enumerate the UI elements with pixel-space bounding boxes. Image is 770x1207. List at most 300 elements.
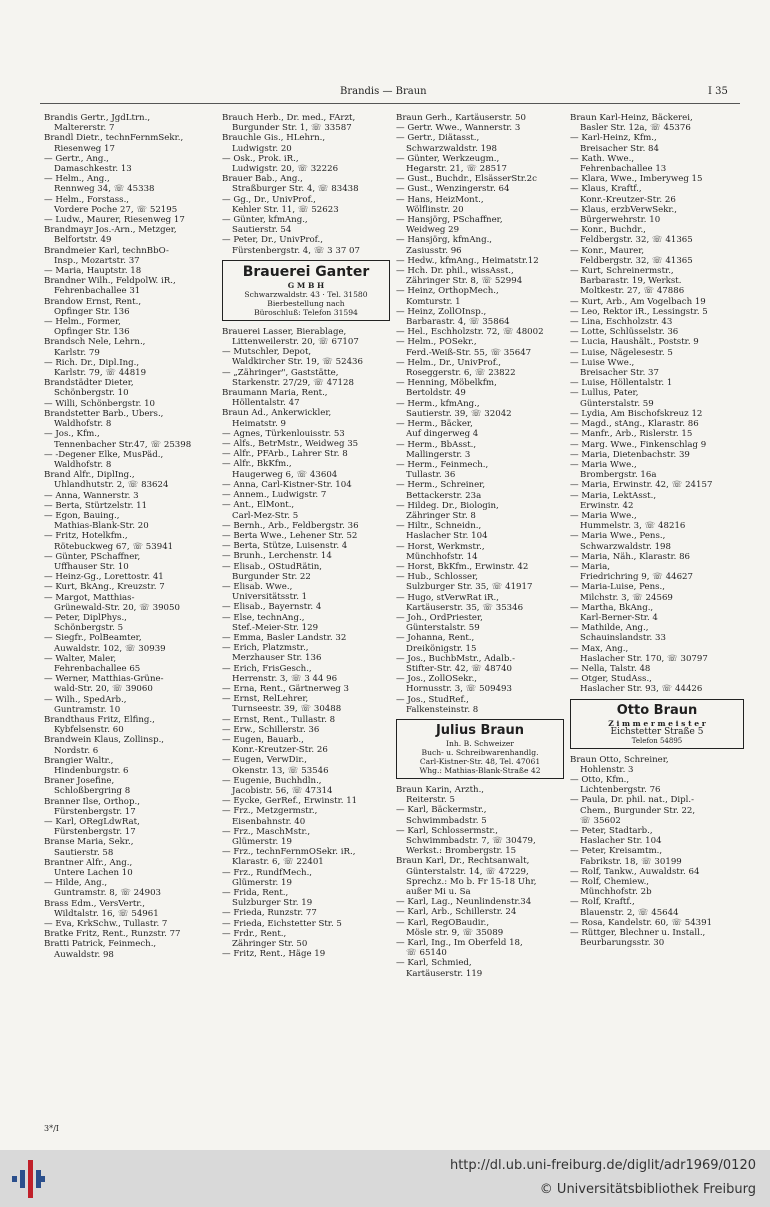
directory-entry-line: Merzhauser Str. 136: [232, 653, 322, 664]
ad-ganter-line2: Büroschluß: Telefon 31594: [254, 307, 358, 317]
directory-entry-line: Mösle str. 9, ☏ 35089: [406, 927, 504, 938]
directory-entry-line: Starkenstr. 27/29, ☏ 47128: [232, 377, 354, 388]
directory-entry-line: Klarastr. 6, ☏ 22401: [232, 857, 324, 868]
directory-entry-line: — Brunh., Lerchenstr. 14: [222, 551, 332, 562]
directory-entry-line: Konr.-Kreutzer-Str. 26: [232, 745, 328, 756]
directory-entry-line: Waldhofstr. 8: [54, 459, 112, 470]
directory-entry-line: — Hel., Eschholzstr. 72, ☏ 48002: [396, 327, 544, 338]
directory-entry-line: Maltererstr. 7: [54, 123, 115, 134]
ad-julius-line3: Carl-Kistner-Str. 48, Tel. 47061: [419, 756, 541, 766]
directory-entry-line: Fabrikstr. 18, ☏ 30199: [580, 856, 682, 867]
directory-entry-line: — Eva, KrkSchw., Tullastr. 7: [44, 919, 168, 930]
directory-entry-line: — Lucia, Haushält., Poststr. 9: [570, 337, 699, 348]
directory-entry-line: — Else, technAng.,: [222, 612, 305, 623]
directory-entry-line: Brauer Bab., Ang.,: [222, 174, 303, 185]
page-number: I 35: [708, 86, 728, 97]
directory-entry-line: — Max, Ang.,: [570, 643, 629, 654]
directory-entry-line: Moltkestr. 27, ☏ 47886: [580, 286, 685, 297]
university-logo-icon: [10, 1158, 46, 1200]
directory-entry-line: Barbarastr. 4, ☏ 35864: [406, 317, 510, 328]
directory-entry-line: Bratke Fritz, Rent., Runzstr. 77: [44, 929, 181, 940]
directory-entry-line: Schönbergstr. 5: [54, 623, 124, 634]
directory-entry-line: — Gertr., Ang.,: [44, 153, 109, 164]
directory-entry-line: Insp., Mozartstr. 37: [54, 255, 140, 266]
directory-entry-line: — Lullus, Pater,: [570, 388, 639, 399]
directory-entry-line: — Helm., Former,: [44, 317, 121, 328]
directory-entry-line: Braun Gerh., Kartäuserstr. 50: [396, 113, 526, 123]
print-signature: 3*/I: [44, 1124, 59, 1133]
column-3: [396, 113, 566, 979]
directory-entry-line: — Kurt, Schreinermstr.,: [570, 266, 674, 277]
directory-entry-line: Barbarastr. 19, Werkst.: [580, 276, 682, 287]
directory-entry-line: — Frz., Metzgermstr.,: [222, 806, 318, 817]
ad-otto-line3: Telefon 54895: [631, 736, 683, 745]
directory-entry-line: Hegarstr. 21, ☏ 28517: [406, 164, 508, 175]
directory-entry-line: Münchhofstr. 14: [406, 551, 478, 562]
directory-entry-line: Schwarzwaldstr. 198: [406, 143, 497, 154]
directory-entry-line: Wölflinstr. 20: [406, 204, 464, 215]
directory-entry-line: Waldkircher Str. 19, ☏ 52436: [232, 357, 363, 368]
directory-entry-line: — Maria, Erwinstr. 42, ☏ 24157: [570, 480, 713, 491]
directory-entry-line: — Günter, Werkzeugm.,: [396, 153, 500, 164]
directory-entry-line: Uffhauser Str. 10: [54, 561, 129, 572]
directory-entry-line: — Kurt, BkAng., Kreuzstr. 7: [44, 582, 165, 593]
directory-entry-line: — Fritz, Rent., Häge 19: [222, 949, 326, 960]
directory-entry-line: — Maria,: [570, 561, 610, 572]
directory-entry-line: Straßburger Str. 4, ☏ 83438: [232, 184, 359, 195]
directory-entry-line: außer Mi u. Sa: [406, 887, 471, 898]
directory-entry-line: Untere Lachen 10: [54, 868, 133, 879]
directory-entry-line: Braun Karin, Arzth.,: [396, 784, 485, 795]
directory-entry-line: — Alfr., PFArb., Lahrer Str. 8: [222, 449, 348, 460]
directory-entry-line: Stifter-Str. 42, ☏ 48740: [406, 663, 513, 674]
directory-entry-line: Brandmayr Jos.-Arn., Metzger,: [44, 225, 177, 236]
directory-entry-line: Bertoldstr. 49: [406, 388, 466, 399]
directory-entry-line: — Kurt, Arb., Am Vogelbach 19: [570, 296, 706, 307]
directory-entry-line: Jacobistr. 56, ☏ 47314: [232, 785, 333, 796]
ad-brauerei-ganter: [222, 260, 390, 321]
directory-entry-line: — Heinz, OrthopMech.,: [396, 286, 499, 297]
directory-entry-line: — Peter, Dr., UnivProf.,: [222, 235, 324, 246]
directory-entry-line: Falkensteinstr. 8: [406, 704, 479, 715]
copyright: © Universitätsbibliothek Freiburg: [539, 1182, 756, 1197]
directory-entry-line: — Manfr., Arb., Rislerstr. 15: [570, 429, 693, 440]
directory-entry-line: — Anna, Carl-Kistner-Str. 104: [222, 479, 352, 490]
directory-entry-line: Zasiusstr. 96: [406, 245, 462, 256]
directory-entry-line: — Alfr., BkKfm.,: [222, 459, 292, 470]
directory-entry-line: — Paula, Dr. phil. nat., Dipl.-: [570, 795, 695, 806]
directory-entry-line: — Herm., BbAsst.,: [396, 439, 477, 450]
directory-entry-line: Lichtenbergstr. 76: [580, 785, 661, 796]
directory-entry-line: Fürstenbergstr. 17: [54, 827, 136, 838]
directory-entry-line: — Günter, PSchaffner,: [44, 551, 141, 562]
ad-ganter-line1: Bierbestellung nach: [267, 298, 345, 308]
library-footer-bar: [0, 1150, 770, 1207]
directory-entry-line: — Agnes, Türkenlouisstr. 53: [222, 428, 345, 439]
directory-entry-line: — Frz., RundfMech.,: [222, 867, 313, 878]
ad-julius-line1: Inh. B. Schweizer: [446, 738, 514, 748]
directory-entry-line: Brandmeier Karl, technBbO-: [44, 245, 169, 256]
ad-ganter-name: Brauerei Ganter: [242, 263, 370, 280]
directory-entry-line: Karlstr. 79: [54, 347, 100, 358]
ad-julius-braun: [396, 719, 564, 779]
directory-entry-line: Mathias-Blank-Str. 20: [54, 521, 149, 532]
directory-entry-line: — Ernst, RelLehrer,: [222, 694, 309, 705]
directory-entry-line: Eisenbahnstr. 40: [232, 816, 306, 827]
directory-entry-line: Brandstädter Dieter,: [44, 378, 134, 389]
directory-entry-line: Carl-Mez-Str. 5: [232, 510, 299, 521]
directory-entry-line: — Marg. Wwe., Finkenschlag 9: [570, 439, 707, 450]
source-url[interactable]: http://dl.ub.uni-freiburg.de/diglit/adr1969/0120: [449, 1158, 756, 1173]
directory-entry-line: — Mathilde, Ang.,: [570, 623, 649, 634]
directory-entry-line: — Wilh., SpedArb.,: [44, 694, 127, 705]
directory-entry-line: — Siegfr., PolBeamter,: [44, 633, 142, 644]
directory-entry-line: Fehrenbachallee 31: [54, 286, 141, 297]
directory-entry-line: Bürgerwehrstr. 10: [580, 215, 661, 226]
directory-entry-line: — Willi, Schönbergstr. 10: [44, 398, 156, 409]
directory-entry-line: — Ludw., Maurer, Riesenweg 17: [44, 215, 185, 226]
directory-entry-line: — Karl, Lag., Neunlindenstr.34: [396, 897, 532, 908]
directory-entry-line: Brandwein Klaus, Zollinsp.,: [44, 735, 165, 746]
directory-entry-line: — Gust., Wenzingerstr. 64: [396, 184, 510, 195]
directory-entry-line: — Jos., BuchbMstr., Adalb.-: [396, 653, 515, 664]
directory-entry-line: Okenstr. 13, ☏ 53546: [232, 765, 329, 776]
directory-entry-line: Milchstr. 3, ☏ 24569: [580, 592, 673, 603]
directory-entry-line: Brass Edm., VersVertr.,: [44, 898, 145, 909]
directory-entry-line: — Heinz, ZollOInsp.,: [396, 306, 487, 317]
directory-entry-line: Auf dingerweg 4: [406, 429, 479, 440]
directory-entry-line: Zähringer Str. 50: [232, 939, 308, 950]
directory-entry-line: — Hans, HeizMont.,: [396, 194, 484, 205]
directory-entry-line: — Hub., Schlosser,: [396, 572, 479, 583]
directory-entry-line: — Hiltr., Schneidn.,: [396, 521, 482, 532]
directory-entry-line: Karlstr. 79, ☏ 44819: [54, 368, 147, 379]
directory-entry-line: — Erich, Platzmstr.,: [222, 643, 309, 654]
directory-entry-line: — Emma, Basler Landstr. 32: [222, 632, 347, 643]
directory-entry-line: Zähringer Str. 8, ☏ 52994: [406, 276, 523, 287]
directory-entry-line: Guntramstr. 8, ☏ 24903: [54, 888, 162, 899]
directory-entry-line: — Joh., OrdPriester,: [396, 612, 483, 623]
directory-entry-line: Braun Ad., Ankerwickler,: [222, 408, 332, 419]
directory-entry-line: — Herm., Schreiner,: [396, 480, 486, 491]
directory-entry-line: Brauchle Gis., HLehrn.,: [222, 133, 326, 144]
directory-entry-line: Dreikönigstr. 15: [406, 643, 477, 654]
directory-entry-line: Tullastr. 36: [406, 470, 456, 481]
directory-entry-line: — Margot, Matthias-: [44, 592, 135, 603]
directory-entry-line: — Maria, Dietenbachstr. 39: [570, 449, 690, 460]
directory-entry-line: — Otto, Kfm.,: [570, 774, 630, 785]
directory-entry-line: — Eugenie, Buchhdln.,: [222, 775, 322, 786]
directory-entry-line: Günterstalstr. 59: [406, 623, 480, 634]
directory-entry-line: Konr.-Kreutzer-Str. 26: [580, 194, 676, 205]
directory-entry-line: Riesenweg 17: [54, 143, 115, 154]
directory-entry-line: — Lotte, Schlüsselstr. 36: [570, 327, 679, 338]
directory-entry-line: — Elisab., Bayernstr. 4: [222, 602, 322, 613]
directory-entry-line: — Frida, Rent.,: [222, 888, 289, 899]
directory-entry-line: Brandstetter Barb., Übers.,: [44, 408, 164, 419]
directory-entry-line: — Konr., Maurer,: [570, 245, 645, 256]
directory-entry-line: Sautierstr. 58: [54, 847, 114, 858]
directory-entry-line: — Magd., stAng., Klarastr. 86: [570, 419, 699, 430]
ad-julius-line4: Whg.: Mathias-Blank-Straße 42: [419, 765, 541, 775]
directory-entry-line: — Ant., ElMont.,: [222, 500, 295, 511]
directory-entry-line: — Herm., kfmAng.,: [396, 398, 480, 409]
directory-entry-line: Mallingerstr. 3: [406, 449, 471, 460]
directory-entry-line: Sulzburger Str. 35, ☏ 41917: [406, 582, 533, 593]
directory-entry-line: — Maria, LektAsst.,: [570, 490, 657, 501]
directory-entry-line: Auwaldstr. 102, ☏ 30939: [54, 643, 166, 654]
directory-entry-line: — Rolf, Tankw., Auwaldstr. 64: [570, 866, 700, 877]
directory-entry-line: — Maria Wwe.,: [570, 459, 637, 470]
directory-entry-line: — Elisab. Wwe.,: [222, 581, 293, 592]
directory-entry-line: Auwaldstr. 98: [54, 949, 114, 960]
directory-entry-line: Fehrenbachallee 65: [54, 663, 141, 674]
directory-entry-line: — Erna, Rent., Gärtnerweg 3: [222, 683, 349, 694]
directory-entry-line: Feldbergstr. 32, ☏ 41365: [580, 235, 693, 246]
directory-entry-line: — Hildeg. Dr., Biologin,: [396, 500, 499, 511]
directory-entry-line: — Klara, Wwe., Imberyweg 15: [570, 174, 703, 185]
directory-entry-line: Braun Otto, Schreiner,: [570, 754, 669, 765]
directory-entry-line: Beurbarungsstr. 30: [580, 938, 665, 949]
directory-entry-line: — Alfs., BetrMstr., Weidweg 35: [222, 439, 359, 450]
directory-entry-line: Sprechz.: Mo b. Fr 15-18 Uhr,: [406, 876, 537, 887]
directory-entry-line: — Lina, Eschholzstr. 43: [570, 317, 673, 328]
directory-entry-line: — Maria-Luise, Pens.,: [570, 582, 665, 593]
directory-entry-line: Sautierstr. 39, ☏ 32042: [406, 408, 512, 419]
directory-entry-line: Brombergstr. 16a: [580, 470, 657, 481]
directory-entry-line: — Klaus, Kraftf.,: [570, 184, 642, 195]
directory-entry-line: — Karl, RegOBaudir.,: [396, 917, 490, 928]
directory-entry-line: — Elisab., OStudRätin,: [222, 561, 323, 572]
directory-entry-line: — Jos., ZollOSekr.,: [396, 674, 478, 685]
directory-entry-line: — Frieda, Eichstetter Str. 5: [222, 918, 342, 929]
directory-entry-line: — Henning, Möbelkfm,: [396, 378, 497, 389]
directory-entry-line: Fehrenbachallee 13: [580, 164, 667, 175]
directory-entry-line: Haslacher Str. 104: [580, 836, 662, 847]
directory-entry-line: Brand Alfr., DiplIng.,: [44, 470, 135, 481]
ad-ganter-address: Schwarzwaldstr. 43 · Tel. 31580: [244, 289, 368, 299]
directory-entry-line: — Luise, Nägelesestr. 5: [570, 347, 673, 358]
directory-entry-line: — Erw., Schillerstr. 36: [222, 724, 320, 735]
directory-entry-line: Branse Maria, Sekr.,: [44, 837, 134, 848]
directory-entry-line: Brandner Wilh., FeldpolW. iR.,: [44, 276, 176, 287]
directory-entry-line: Waldhofstr. 8: [54, 419, 112, 430]
directory-entry-line: — Herm., Feinmech.,: [396, 459, 489, 470]
directory-entry-line: — Karl, Bäckermstr.,: [396, 805, 487, 816]
directory-entry-line: Kartäuserstr. 35, ☏ 35346: [406, 602, 524, 613]
directory-entry-line: Kartäuserstr. 119: [406, 968, 483, 979]
directory-entry-line: Glümerstr. 19: [232, 877, 292, 888]
directory-entry-line: Damaschkestr. 13: [54, 164, 132, 175]
directory-entry-line: Glümerstr. 19: [232, 837, 292, 847]
directory-entry-line: Haslacher Str. 93, ☏ 44426: [580, 684, 703, 695]
directory-entry-line: Rennweg 34, ☏ 45338: [54, 184, 155, 195]
directory-entry-line: — Maria, Hauptstr. 18: [44, 266, 142, 277]
ad-otto-name: Otto Braun: [616, 702, 698, 718]
directory-entry-line: Werkst.: Brombergstr. 15: [406, 846, 517, 857]
directory-entry-line: Ferd.-Weiß-Str. 55, ☏ 35647: [406, 347, 532, 358]
directory-entry-line: Branner Ilse, Orthop.,: [44, 796, 140, 807]
directory-entry-line: Karl-Berner-Str. 4: [580, 612, 658, 623]
directory-entry-line: — Gertr. Wwe., Wannerstr. 3: [396, 123, 521, 134]
column-4: [570, 113, 746, 948]
directory-entry-line: Hummelstr. 3, ☏ 48216: [580, 521, 686, 532]
directory-entry-line: Weidweg 29: [406, 225, 460, 236]
directory-entry-line: Littenweilerstr. 20, ☏ 67107: [232, 337, 359, 348]
header-rule: [40, 103, 740, 104]
directory-entry-line: — Karl, Schlossermstr.,: [396, 825, 498, 836]
directory-entry-line: — Karl, Schmied,: [396, 958, 472, 969]
directory-entry-line: Brantner Alfr., Ang.,: [44, 857, 133, 868]
directory-entry-line: Ludwigstr. 20, ☏ 32226: [232, 164, 339, 175]
directory-entry-line: Friedrichring 9, ☏ 44627: [580, 572, 693, 583]
directory-entry-line: Belfortstr. 49: [54, 235, 112, 246]
directory-entry-line: Feldbergstr. 32, ☏ 41365: [580, 255, 693, 266]
directory-entry-line: Ludwigstr. 20: [232, 143, 292, 154]
directory-entry-line: — Klaus, erzbVerwSekr.,: [570, 204, 678, 215]
directory-entry-line: — Karl, Ing., Im Oberfeld 18,: [396, 938, 523, 949]
directory-entry-line: — Rich. Dr., Dipl.Ing.,: [44, 357, 140, 368]
directory-entry-line: — Berta, Stürtzelstr. 11: [44, 500, 148, 511]
directory-entry-line: Günterstalstr. 14, ☏ 47229,: [406, 866, 529, 877]
directory-entry-line: Komturstr. 1: [406, 296, 461, 307]
directory-entry-line: — Helm., Dr., UnivProf.,: [396, 357, 502, 368]
directory-entry-line: — Karl, Arb., Schillerstr. 24: [396, 907, 517, 918]
directory-entry-line: Nordstr. 6: [54, 745, 99, 756]
directory-entry-line: — Hch. Dr. phil., wissAsst.,: [396, 266, 514, 277]
directory-entry-line: Wildtalstr. 16, ☏ 54961: [54, 908, 159, 919]
directory-entry-line: — Horst, BkKfm., Erwinstr. 42: [396, 561, 529, 572]
directory-entry-line: — Frz., technFernmOSekr. iR.,: [222, 847, 356, 858]
directory-entry-line: — Hedw., kfmAng., Heimatstr.12: [396, 255, 539, 266]
directory-entry-line: Schwimmbadstr. 7, ☏ 30479,: [406, 836, 536, 846]
directory-entry-line: Universitätsstr. 1: [232, 592, 308, 603]
directory-entry-line: — Peter, Stadtarb.,: [570, 826, 653, 836]
directory-entry-line: Burgunder Str. 22: [232, 571, 311, 582]
directory-entry-line: — Karl, ORegLdwRat,: [44, 817, 140, 828]
directory-entry-line: — Kath. Wwe.,: [570, 153, 635, 164]
directory-entry-line: Braun Karl, Dr., Rechtsanwalt,: [396, 856, 530, 867]
directory-entry-line: Braun Karl-Heinz, Bäckerei,: [570, 113, 693, 123]
directory-entry-line: Haslacher Str. 170, ☏ 30797: [580, 653, 708, 664]
ad-ganter-sub: G M B H: [287, 280, 325, 290]
ad-otto-line1: Z i m m e r m e i s t e r: [608, 718, 706, 728]
directory-entry-line: Kybfelsenstr. 60: [54, 725, 124, 736]
directory-entry-line: Haugerweg 6, ☏ 43604: [232, 469, 338, 480]
directory-entry-line: — Konr., Buchdr.,: [570, 225, 646, 236]
directory-entry-line: — Rolf, Chemiew.,: [570, 877, 650, 888]
directory-entry-line: — Maria Wwe., Pens.,: [570, 531, 666, 542]
directory-entry-line: Turnseestr. 39, ☏ 30488: [232, 704, 342, 715]
directory-entry-line: Hornusstr. 3, ☏ 509493: [406, 684, 512, 695]
directory-entry-line: — Johanna, Rent.,: [396, 633, 475, 644]
directory-entry-line: — -Degener Elke, MusPäd.,: [44, 449, 164, 460]
directory-entry-line: Heimatstr. 9: [232, 418, 287, 429]
directory-entry-line: Stef.-Meier-Str. 129: [232, 622, 319, 633]
directory-entry-line: Fürstenbergstr. 17: [54, 806, 136, 817]
directory-entry-line: wald-Str. 20, ☏ 39060: [54, 684, 153, 695]
directory-entry-line: — Egon, Bauing.,: [44, 510, 120, 521]
directory-entry-line: — Horst, Werkmstr.,: [396, 541, 485, 552]
directory-entry-line: — Hugo, stVerwRat iR.,: [396, 592, 499, 603]
directory-entry-line: — Lydia, Am Bischofskreuz 12: [570, 408, 703, 419]
directory-entry-line: Tennenbacher Str.47, ☏ 25398: [54, 439, 192, 450]
directory-entry-line: ☏ 65140: [406, 948, 447, 959]
directory-entry-line: — Anna, Wannerstr. 3: [44, 490, 139, 501]
directory-entry-line: — Erich, FrisGesch.,: [222, 663, 312, 674]
directory-entry-line: — Herm., Bäcker,: [396, 419, 473, 430]
directory-entry-line: Schloßbergring 8: [54, 786, 131, 797]
directory-entry-line: Brandthaus Fritz, Elfing.,: [44, 714, 155, 725]
directory-entry-line: Erwinstr. 42: [580, 500, 634, 511]
directory-entry-line: — Otger, StudAss.,: [570, 674, 652, 685]
directory-entry-line: Schauinslandstr. 33: [580, 633, 666, 644]
directory-entry-line: — Mutschler, Depot,: [222, 347, 312, 358]
directory-entry-line: — Karl-Heinz, Kfm.,: [570, 133, 657, 144]
directory-entry-line: Herrenstr. 3, ☏ 3 44 96: [232, 673, 338, 684]
directory-entry-line: Reiterstr. 5: [406, 795, 455, 806]
directory-entry-line: — Ernst, Rent., Tullastr. 8: [222, 714, 336, 725]
directory-entry-line: Zähringer Str. 8: [406, 510, 476, 521]
directory-entry-line: — Rüttger, Blechner u. Install.,: [570, 928, 706, 939]
directory-entry-line: Brandl Dietr., technFernmSekr.,: [44, 133, 184, 144]
directory-entry-line: — Günter, kfmAng.,: [222, 215, 308, 226]
directory-entry-line: — Luise Wwe.,: [570, 357, 635, 368]
directory-entry-line: — Eugen, Bauarb.,: [222, 734, 304, 745]
directory-entry-line: Bratti Patrick, Feinmech.,: [44, 939, 157, 950]
directory-entry-line: — Martha, BkAng.,: [570, 602, 654, 613]
directory-entry-line: — Osk., Prok. iR.,: [222, 153, 299, 164]
directory-entry-line: Schwimmbadstr. 5: [406, 815, 487, 826]
directory-entry-line: — Frieda, Runzstr. 77: [222, 908, 317, 919]
directory-entry-line: — Berta, Stütze, Luisenstr. 4: [222, 541, 348, 552]
directory-entry-line: — Helm., Ang.,: [44, 174, 110, 185]
directory-entry-line: Uhlandhutstr. 2, ☏ 83624: [54, 480, 169, 491]
directory-entry-line: Braumann Maria, Rent.,: [222, 388, 328, 399]
directory-entry-line: — Maria, Näh., Klarastr. 86: [570, 551, 691, 562]
directory-entry-line: Braner Josefine,: [44, 776, 115, 787]
directory-entry-line: — Annem., Ludwigstr. 7: [222, 490, 327, 501]
directory-entry-line: Roseggerstr. 6, ☏ 23822: [406, 368, 516, 379]
directory-entry-line: — Jos., Kfm.,: [44, 429, 100, 440]
directory-entry-line: Chem., Burgunder Str. 22,: [580, 805, 696, 816]
directory-entry-line: — Peter, Kreisamtm.,: [570, 846, 663, 857]
directory-entry-line: Brandsch Nele, Lehrn.,: [44, 337, 146, 348]
directory-entry-line: Basler Str. 12a, ☏ 45376: [580, 123, 691, 134]
directory-entry-line: — Helm., Forstass.,: [44, 194, 130, 205]
directory-entry-line: — Jos., StudRef.,: [396, 694, 469, 705]
directory-entry-line: — Fritz, Hotelkfm.,: [44, 531, 128, 542]
directory-entry-line: Vordere Poche 27, ☏ 52195: [54, 204, 178, 215]
directory-entry-line: — Gg., Dr., UnivProf.,: [222, 194, 316, 205]
directory-entry-line: — Hilde, Ang.,: [44, 878, 108, 889]
directory-entry-line: — Hansjörg, kfmAng.,: [396, 235, 493, 246]
directory-entry-line: Sautierstr. 54: [232, 225, 292, 236]
directory-entry-line: — Rosa, Kandelstr. 60, ☏ 54391: [570, 917, 713, 928]
directory-entry-line: — Peter, DiplPhys.,: [44, 612, 127, 623]
directory-entry-line: — Bernh., Arb., Feldbergstr. 36: [222, 520, 359, 531]
directory-entry-line: — Walter, Maler,: [44, 653, 117, 664]
directory-entry-line: Brauch Herb., Dr. med., FArzt,: [222, 113, 356, 123]
directory-entry-line: — Eugen, VerwDir.,: [222, 755, 307, 766]
ad-julius-name: Julius Braun: [435, 722, 525, 738]
directory-entry-line: — Maria Wwe.,: [570, 510, 637, 521]
directory-entry-line: Brauerei Lasser, Bierablage,: [222, 326, 347, 337]
directory-entry-line: — Frz., MaschMstr.,: [222, 826, 311, 837]
directory-entry-line: — Helm., POSekr.,: [396, 337, 477, 348]
directory-entry-line: Brandis Gertr., JgdLtrn.,: [44, 113, 151, 123]
directory-entry-line: Burgunder Str. 1, ☏ 33587: [232, 123, 352, 134]
